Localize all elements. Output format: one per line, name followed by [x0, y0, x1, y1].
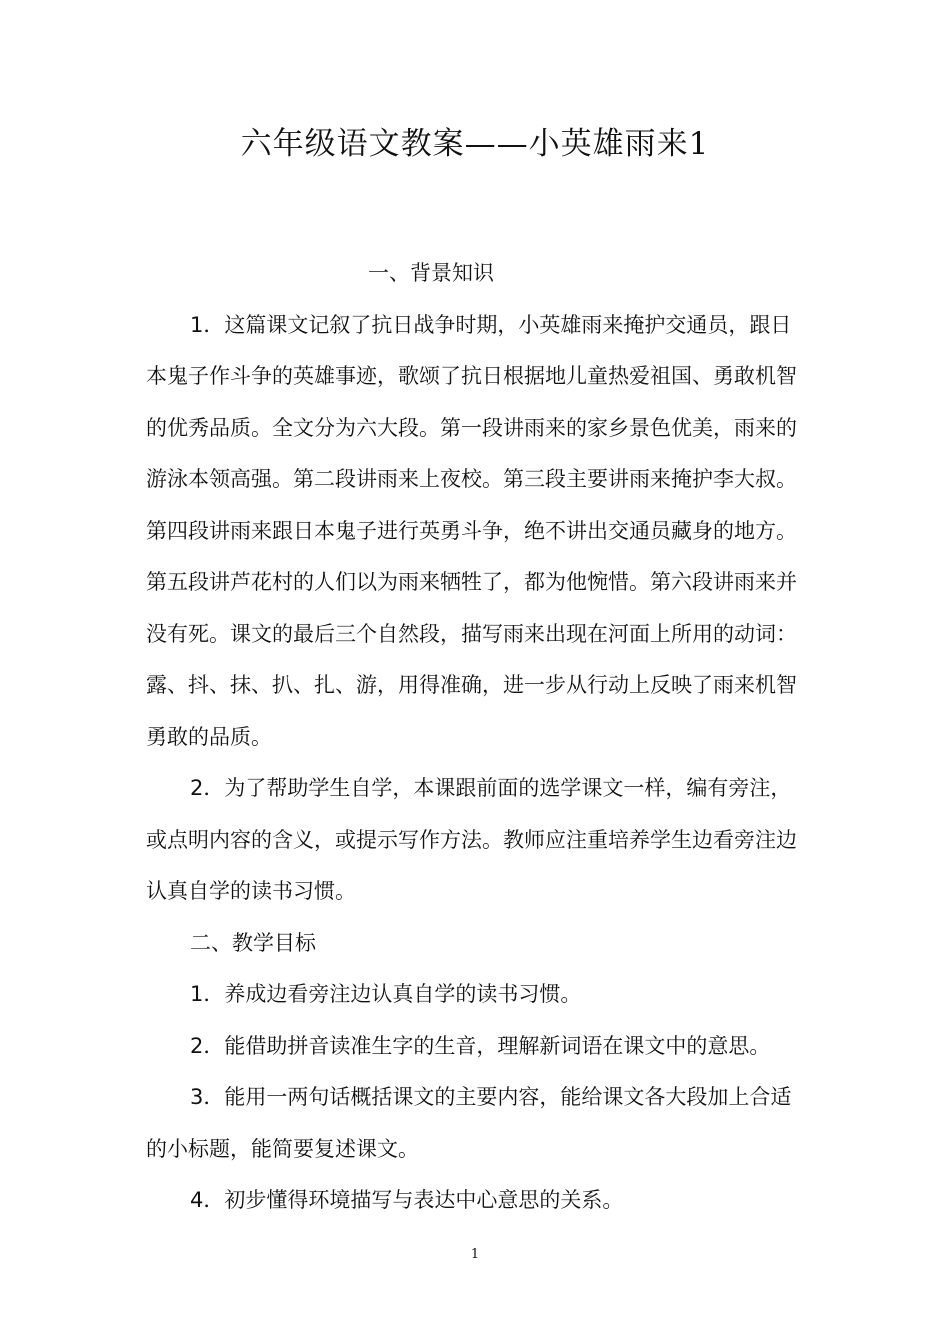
background-paragraph: 1．这篇课文记叙了抗日战争时期，小英雄雨来掩护交通员，跟日本鬼子作斗争的英雄事迹，歌颂了抗日根据地儿童热爱祖国、勇敢机智的优秀品质。全文分为六大段。第一段讲雨来的家乡景色优美，雨来的游泳本领高强。第二段讲雨来上夜校。第三段主要讲雨来掩护李大叔。第四段讲雨来跟日本鬼子进行英勇斗争，绝不讲出交通员藏身的地方。第五段讲芦花村的人们以为雨来牺牲了，都为他惋惜。第六段讲雨来并没有死。课文的最后三个自然段，描写雨来出现在河面上所用的动词：露、抖、抹、扒、扎、游，用得准确，进一步从行动上反映了雨来机智勇敢的品质。 [146, 312, 797, 749]
goal-item: 3．能用一两句话概括课文的主要内容，能给课文各大段加上合适的小标题，能简要复述课文。 [146, 1085, 792, 1161]
goal-item: 2．能借助拼音读准生字的生音，理解新词语在课文中的意思。 [190, 1033, 771, 1058]
document-body [146, 248, 810, 1227]
goal-item: 4．初步懂得环境描写与表达中心意思的关系。 [190, 1188, 624, 1212]
document-title: 六年级语文教案——小英雄雨来1 [240, 126, 710, 162]
section-heading-background: 一、背景知识 [368, 261, 494, 285]
background-paragraph: 2．为了帮助学生自学，本课跟前面的选学课文一样，编有旁注，或点明内容的含义，或提示写作方法。教师应注重培养学生边看旁注边认真自学的读书习惯。 [146, 776, 797, 903]
goal-item: 1．养成边看旁注边认真自学的读书习惯。 [190, 982, 582, 1006]
page-number: 1 [470, 1247, 480, 1262]
section-heading-goals: 二、教学目标 [190, 930, 316, 955]
